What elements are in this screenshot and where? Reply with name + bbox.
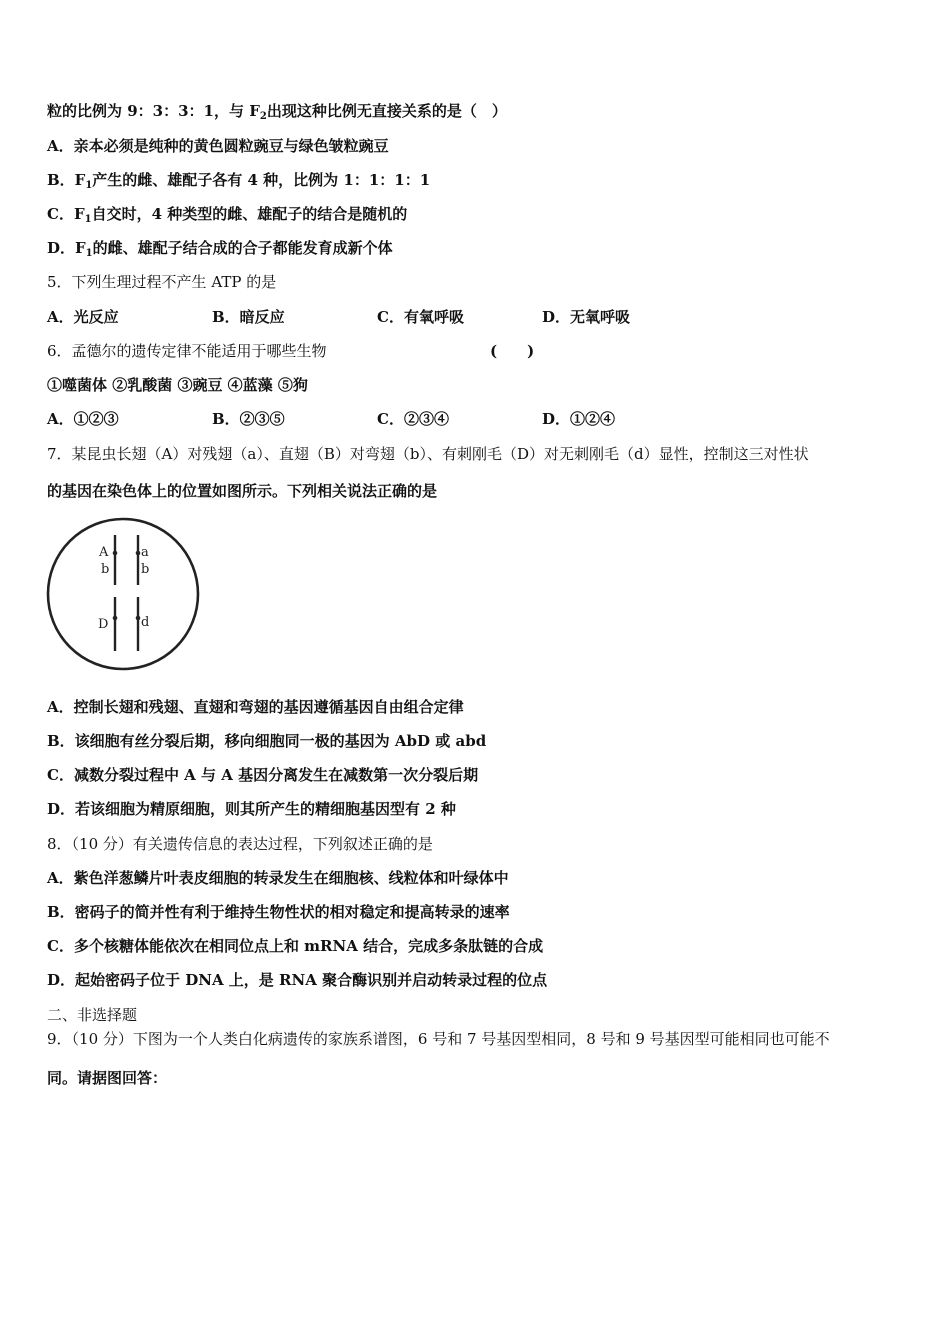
centromere-lower-right	[136, 616, 141, 621]
q6-option-a: A．①②③	[47, 410, 119, 428]
q5-option-b: B．暗反应	[212, 308, 285, 326]
q5-stem: 5．下列生理过程不产生 ATP 的是	[47, 273, 277, 291]
q7-option-c: C．减数分裂过程中 A 与 A 基因分离发生在减数第一次分裂后期	[47, 766, 479, 784]
q5-option-d: D．无氧呼吸	[542, 308, 631, 326]
gene-label-A: A	[99, 545, 109, 560]
gene-label-d: d	[141, 615, 150, 630]
q8-option-c: C．多个核糖体能依次在相同位点上和 mRNA 结合，完成多条肽链的合成	[47, 937, 544, 955]
q7-stem-line2: 的基因在染色体上的位置如图所示。下列相关说法正确的是	[47, 482, 438, 500]
section-heading: 二、非选择题	[47, 1006, 138, 1024]
q7-option-d: D．若该细胞为精原细胞，则其所产生的精细胞基因型有 2 种	[47, 800, 456, 818]
q9-stem-line2: 同。请据图回答：	[47, 1069, 168, 1087]
centromere-lower-left	[113, 616, 118, 621]
gene-label-a: a	[141, 545, 149, 560]
q5-option-a: A．光反应	[47, 308, 119, 326]
gene-label-b-right: b	[141, 562, 150, 577]
q8-stem: 8．（10 分）有关遗传信息的表达过程，下列叙述正确的是	[47, 835, 433, 853]
centromere-upper-left	[113, 551, 118, 556]
q4-stem-tail: 粒的比例为 9：3：3：1，与 $F_2$出现这种比例无直接关系的是（ ）	[47, 102, 507, 122]
chromosome-figure	[45, 515, 203, 673]
q6-option-b: B．②③⑤	[212, 410, 285, 428]
q8-option-d: D．起始密码子位于 DNA 上，是 RNA 聚合酶识别并启动转录过程的位点	[47, 971, 548, 989]
gene-label-b-left: b	[101, 562, 110, 577]
q6-option-d: D．①②④	[542, 410, 616, 428]
q4-option-d: D．$F_1$的雌、雄配子结合成的合子都能发育成新个体	[47, 239, 393, 259]
gene-label-D: D	[98, 617, 109, 632]
q9-stem-line1: 9．（10 分）下图为一个人类白化病遗传的家族系谱图，6 号和 7 号基因型相同，8 号和 9 号基因型可能相同也可能不	[47, 1030, 830, 1048]
q7-option-b: B．该细胞有丝分裂后期，移向细胞同一极的基因为 AbD 或 abd	[47, 732, 487, 750]
q6-items: ①噬菌体 ②乳酸菌 ③豌豆 ④蓝藻 ⑤狗	[47, 376, 308, 394]
q4-option-a: A．亲本必须是纯种的黄色圆粒豌豆与绿色皱粒豌豆	[47, 137, 389, 155]
q4-option-c: C．$F_1$自交时，4 种类型的雌、雄配子的结合是随机的	[47, 205, 408, 225]
cell-membrane	[48, 519, 198, 669]
q8-option-b: B．密码子的简并性有利于维持生物性状的相对稳定和提高转录的速率	[47, 903, 510, 921]
q5-option-c: C．有氧呼吸	[377, 308, 464, 326]
q8-option-a: A．紫色洋葱鳞片叶表皮细胞的转录发生在细胞核、线粒体和叶绿体中	[47, 869, 509, 887]
q6-option-c: C．②③④	[377, 410, 449, 428]
q6-answer-paren: ( )	[490, 342, 535, 360]
q7-option-a: A．控制长翅和残翅、直翅和弯翅的基因遵循基因自由组合定律	[47, 698, 464, 716]
q6-stem: 6．孟德尔的遗传定律不能适用于哪些生物	[47, 342, 327, 360]
q7-stem-line1: 7．某昆虫长翅（A）对残翅（a）、直翅（B）对弯翅（b）、有刺刚毛（D）对无刺刚毛（d）显性，控制这三对性状	[47, 445, 809, 463]
q4-option-b: B．$F_1$产生的雌、雄配子各有 4 种，比例为 1：1：1：1	[47, 171, 431, 191]
centromere-upper-right	[136, 551, 141, 556]
